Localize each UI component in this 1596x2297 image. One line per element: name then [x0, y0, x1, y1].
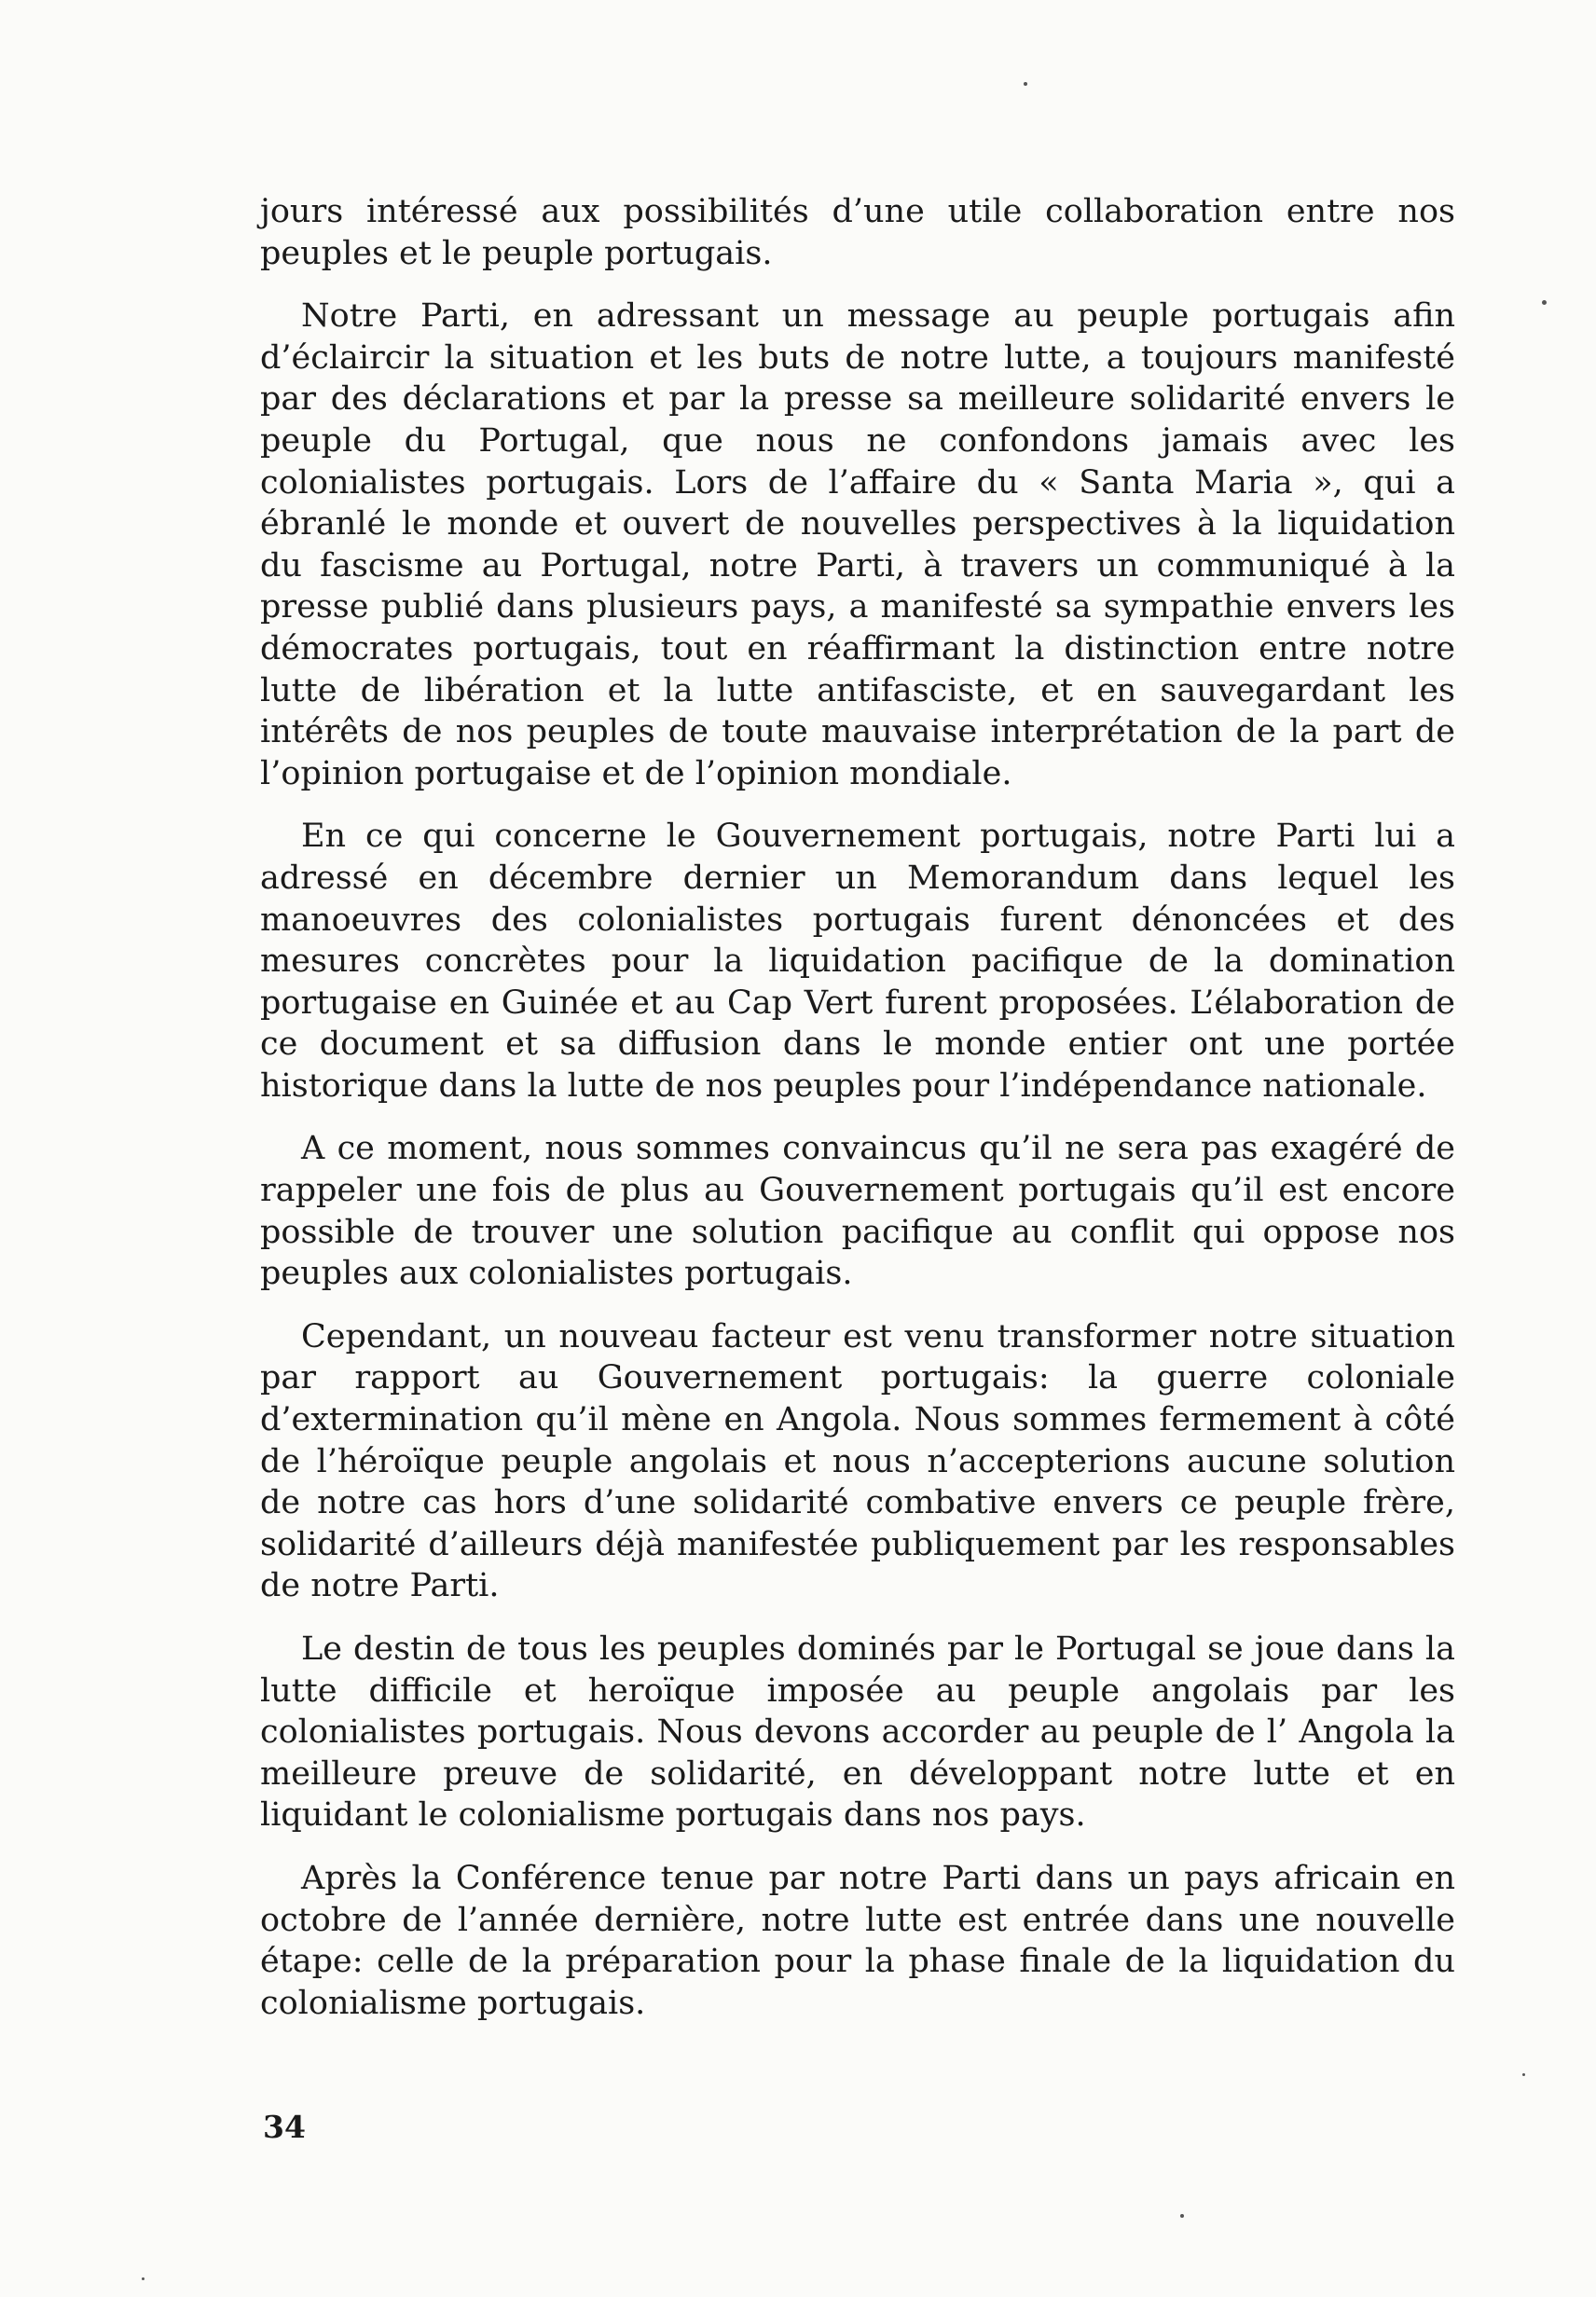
- paragraph-continuation: jours intéressé aux possibilités d’une utile collaboration entre nos peuples et le peuple portugais.: [260, 193, 1455, 272]
- body-text: [260, 191, 1455, 2045]
- scan-speck: [1024, 82, 1027, 86]
- paragraph-peaceful-solution: A ce moment, nous sommes convaincus qu’il ne sera pas exagéré de rappeler une fois de plus au Gouvernement portugais qu’il est encore possible de trouver une solution pacifique au conflit qui oppose nos peuples aux colonialistes portugais.: [260, 1130, 1455, 1293]
- paragraph-message-to-portuguese-people: Notre Parti, en adressant un message au peuple portugais afin d’éclaircir la situation et les buts de notre lutte, a toujours manifesté par des déclarations et par la presse sa meilleure solidarité envers le peuple du Portugal, que nous ne confondons jamais avec les colonialistes portugais. Lors de l’affaire du « Santa Maria », qui a ébranlé le monde et ouvert de nouvelles perspectives à la liquidation du fascisme au Portugal, notre Parti, à travers un communiqué à la presse publié dans plusieurs pays, a manifesté sa sympathie envers les démocrates portugais, tout en réaffirmant la distinction entre notre lutte de libération et la lutte antifasciste, et en sauvegardant les intérêts de nos peuples de toute mauvaise interprétation de la part de l’opinion portugaise et de l’opinion mondiale.: [260, 297, 1455, 792]
- scan-speck: [142, 2277, 144, 2280]
- page-number: 34: [263, 2109, 306, 2145]
- paragraph-conference: Après la Conférence tenue par notre Parti dans un pays africain en octobre de l’année dernière, notre lutte est entrée dans une nouvelle étape: celle de la préparation pour la phase finale de la liquidation du colonialisme portugais.: [260, 1859, 1455, 2022]
- scan-speck: [1180, 2214, 1184, 2218]
- paragraph-destiny-of-peoples: Le destin de tous les peuples dominés par le Portugal se joue dans la lutte difficile et heroïque imposée au peuple angolais par les colonialistes portugais. Nous devons accorder au peuple de l’ Angola la meilleure preuve de solidarité, en développant notre lutte et en liquidant le colonialisme portugais dans nos pays.: [260, 1630, 1455, 1835]
- paragraph-memorandum: En ce qui concerne le Gouvernement portugais, notre Parti lui a adressé en décembre dernier un Memorandum dans lequel les manoeuvres des colonialistes portugais furent dénoncées et des mesures concrètes pour la liquidation pacifique de la domination portugaise en Guinée et au Cap Vert furent proposées. L’élaboration de ce document et sa diffusion dans le monde entier ont une portée historique dans la lutte de nos peuples pour l’indépendance nationale.: [260, 818, 1455, 1105]
- scan-speck: [1522, 2073, 1525, 2076]
- scan-speck: [1542, 300, 1547, 305]
- paragraph-angola-war: Cependant, un nouveau facteur est venu transformer notre situation par rapport au Gouvernement portugais: la guerre coloniale d’extermination qu’il mène en Angola. Nous sommes fermement à côté de l’héroïque peuple angolais et nous n’accepterions aucune solution de notre cas hors d’une solidarité combative envers ce peuple frère, solidarité d’ailleurs déjà manifestée publiquement par les responsables de notre Parti.: [260, 1317, 1455, 1605]
